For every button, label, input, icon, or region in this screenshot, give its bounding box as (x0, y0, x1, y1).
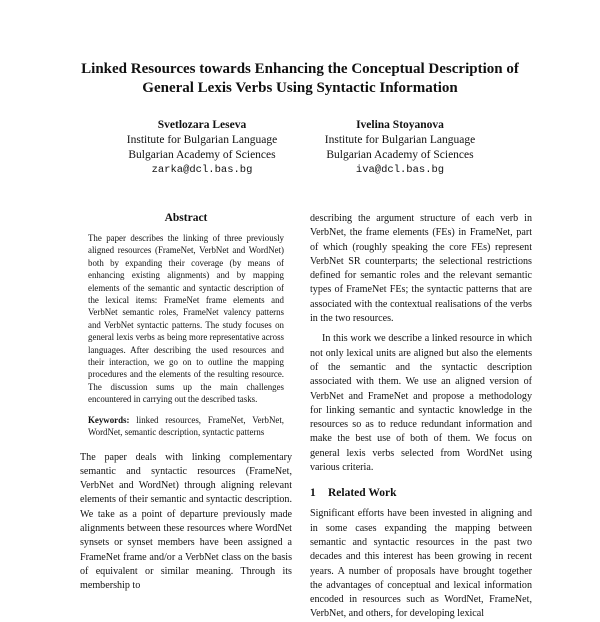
author-affiliation: Institute for Bulgarian Language (324, 134, 476, 146)
body-paragraph: describing the argument structure of each verb in VerbNet, the frame elements (FEs) in FrameNet, part of which (roughly speaking the core FEs) represent VerbNet SR counterparts; the selectional restrictions defined for semantic roles and the relevant semantic types of FrameNet FEs; the syntactic patterns that are associated with the contextual realisations of the verbs in the two resources. (310, 213, 532, 325)
author-name: Ivelina Stoyanova (356, 119, 444, 131)
author-2 (300, 118, 500, 178)
author-affiliation: Bulgarian Academy of Sciences (326, 149, 474, 161)
abstract-heading: Abstract (164, 212, 208, 224)
left-column (80, 212, 292, 593)
author-email: iva@dcl.bas.bg (355, 164, 445, 176)
section-number: 1 (310, 487, 316, 500)
keywords-text: linked resources, FrameNet, VerbNet, WordNet, semantic description, syntactic patterns (88, 414, 285, 438)
keywords-label: Keywords: (88, 414, 130, 425)
author-block (0, 118, 600, 178)
abstract-text: The paper describes the linking of three previously aligned resources (FrameNet, VerbNet and WordNet) both by expanding their coverage (by means of enhancing existing alignments) and by mapping elements of the semantic and syntactic description of the lexical items: FrameNet frame elements and VerbNet semantic roles, FrameNet valency patterns and VerbNet syntactic patterns. The study focuses on general lexis verbs as being more representative across languages. After describing the used resources and their interaction, we go on to outline the mapping procedures and the elements of the resulting resource. The discussion sums up the main challenges encountered in carrying out the described tasks. (88, 233, 284, 405)
paper-title (40, 60, 560, 98)
intro-paragraph: The paper deals with linking complementary semantic and syntactic resources (FrameNet, VerbNet and WordNet) through aligning relevant elements of their semantic and syntactic description. We take as a point of departure previously made alignments between these resources where WordNet synsets or synset members have been assigned a FrameNet frame and/or a VerbNet class on the basis of equivalent or similar meaning. Through its membership to (80, 451, 292, 592)
body-paragraph: Significant efforts have been invested in aligning and in some cases expanding the mapping between semantic and syntactic resources in the past two decades and this interest has been growing in recent years. A number of proposals have brought together the advantages of conceptual and lexical information encoded in resources such as WordNet, FrameNet, VerbNet, and others, for developing lexical (310, 508, 532, 620)
author-affiliation: Bulgarian Academy of Sciences (128, 149, 276, 161)
author-name: Svetlozara Leseva (157, 119, 247, 131)
keywords (88, 414, 284, 439)
section-title: Related Work (328, 487, 397, 500)
title-line-2: General Lexis Verbs Using Syntactic Information (142, 80, 458, 96)
body-paragraph: In this work we describe a linked resource in which not only lexical units are aligned but also the elements of the semantic and the syntactic description associated with them. We use an aligned version of VerbNet and FrameNet and propose a methodology for linking semantic and syntactic knowledge in the resources so as to reduce redundant information and make the best use of both of them. We focus on general lexis verbs selected from WordNet using various criteria. (310, 333, 532, 474)
title-line-1: Linked Resources towards Enhancing the Conceptual Description of (81, 61, 519, 77)
author-email: zarka@dcl.bas.bg (151, 164, 253, 176)
section-heading (310, 487, 532, 499)
author-affiliation: Institute for Bulgarian Language (126, 134, 278, 146)
author-1 (102, 118, 302, 178)
right-column (310, 212, 532, 622)
